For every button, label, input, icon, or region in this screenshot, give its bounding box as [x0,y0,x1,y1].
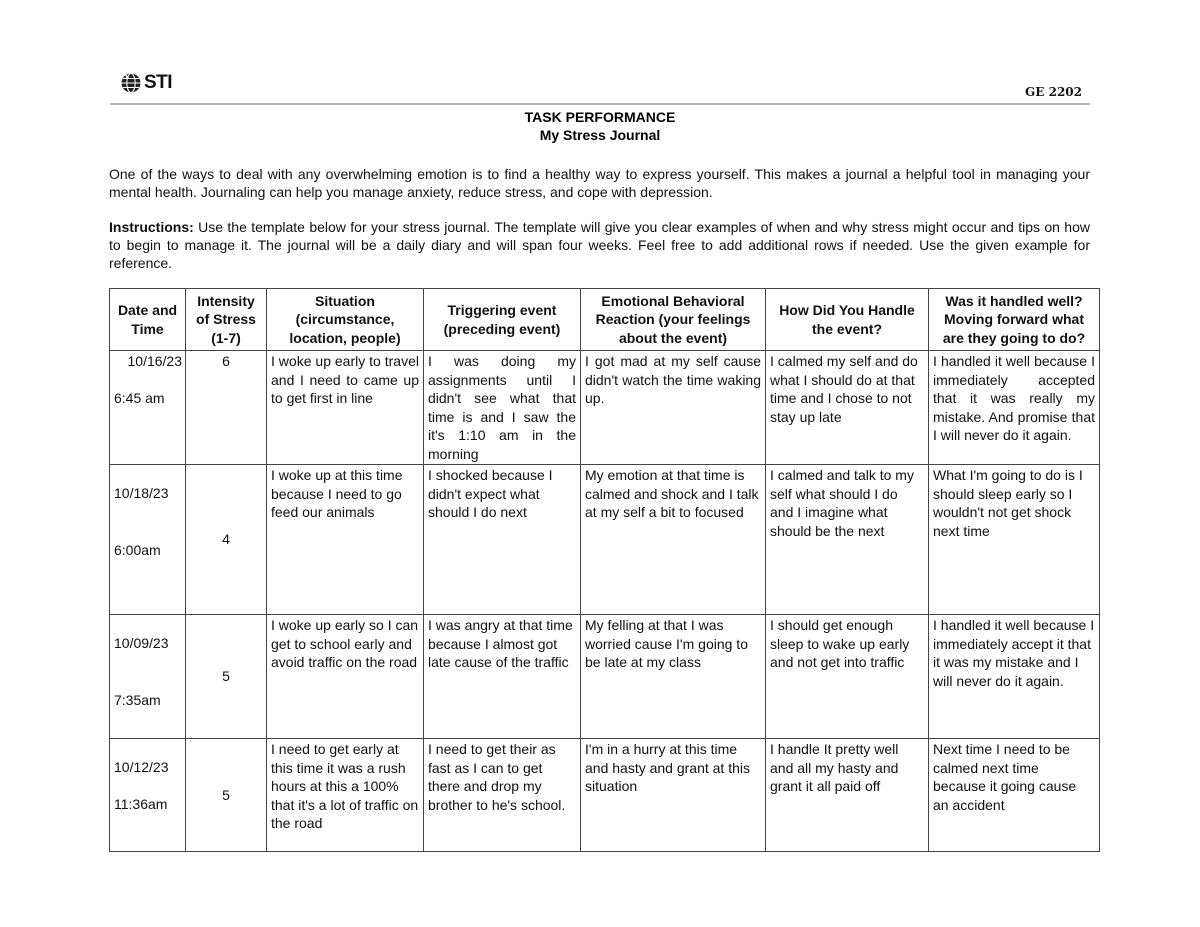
trigger-cell: I need to get their as fast as I can to get there and drop my brother to he's school. [424,739,581,852]
entry-time: 6:00am [114,541,161,558]
handled-cell: I calmed my self and do what I should do at that time and I chose to not stay up late [766,351,929,465]
situation-cell: I woke up at this time because I need to go feed our animals [267,465,424,615]
date-time-cell [110,465,186,615]
entry-date: 10/09/23 [114,635,169,651]
table-row [110,351,1100,465]
header-emotional-reaction: Emotional Behavioral Reaction (your feelings about the event) [581,289,766,351]
header-intensity: Intensity of Stress (1-7) [186,289,267,351]
entry-date: 10/16/23 [127,353,182,369]
course-code: GE 2202 [1025,85,1082,99]
reaction-cell: I got mad at my self cause didn't watch the time waking up. [581,351,766,465]
globe-icon [120,72,142,94]
entry-date: 10/12/23 [114,759,169,775]
header-triggering-event: Triggering event (preceding event) [424,289,581,351]
stress-journal-table [109,288,1100,852]
date-time-cell [110,739,186,852]
reaction-cell: My felling at that I was worried cause I'm going to be late at my class [581,615,766,739]
handled-cell: I handle It pretty well and all my hasty and grant it all paid off [766,739,929,852]
header-situation: Situation (circumstance, location, people) [267,289,424,351]
trigger-cell: I was angry at that time because I almost got late cause of the traffic [424,615,581,739]
document-title: TASK PERFORMANCE [524,109,676,125]
situation-cell: I need to get early at this time it was a rush hours at this a 100% that it's a lot of traffic on the road [267,739,424,852]
forward-cell: What I'm going to do is I should sleep early so I wouldn't not get shock next time [929,465,1100,615]
forward-cell: I handled it well because I immediately accept it that it was my mistake and I will never do it again. [929,615,1100,739]
intensity-cell: 6 [186,351,267,465]
forward-cell: Next time I need to be calmed next time because it going cause an accident [929,739,1100,852]
sti-logo [120,72,172,94]
intensity-cell: 4 [186,465,267,615]
entry-time: 7:35am [114,691,161,708]
trigger-cell: I shocked because I didn't expect what should I do next [424,465,581,615]
situation-cell: I woke up early so I can get to school early and avoid traffic on the road [267,615,424,739]
instructions-text: Use the template below for your stress journal. The template will give you clear examples of when and why stress might occur and tips on how to begin to manage it. The journal will be a daily diary and will span four weeks. Feel free to add additional rows if needed. Use the given example for reference. [109,219,1090,271]
intro-paragraph: One of the ways to deal with any overwhelming emotion is to find a healthy way to express yourself. This makes a journal a helpful tool in managing your mental health. Journaling can help you manage anxiety, reduce stress, and cope with depression. [109,166,1090,200]
trigger-cell: I was doing my assignments until I didn't see what that time is and I saw the it's 1:10 am in the morning [424,351,581,465]
logo-text: STI [144,72,173,93]
reaction-cell: I'm in a hurry at this time and hasty and grant at this situation [581,739,766,852]
entry-time: 6:45 am [114,389,165,406]
header-handled-well: Was it handled well? Moving forward what are they going to do? [929,289,1100,351]
situation-cell: I woke up early to travel and I need to came up to get first in line [267,351,424,465]
document-subtitle: My Stress Journal [539,127,661,143]
table-row [110,739,1100,852]
date-time-cell [110,615,186,739]
table-row [110,615,1100,739]
intensity-cell: 5 [186,739,267,852]
date-time-cell [110,351,186,465]
entry-time: 11:36am [114,795,168,812]
header-date-time: Date and Time [110,289,186,351]
table-header-row [110,289,1100,351]
instructions-paragraph [109,218,1090,272]
header-divider [110,103,1090,105]
header-how-handled: How Did You Handle the event? [766,289,929,351]
entry-date: 10/18/23 [114,485,169,501]
handled-cell: I calmed and talk to my self what should I do and I imagine what should be the next [766,465,929,615]
reaction-cell: My emotion at that time is calmed and shock and I talk at my self a bit to focused [581,465,766,615]
table-row [110,465,1100,615]
instructions-label: Instructions: [109,219,194,235]
handled-cell: I should get enough sleep to wake up early and not get into traffic [766,615,929,739]
forward-cell: I handled it well because I immediately accepted that it was really my mistake. And promise that I will never do it again. [929,351,1100,465]
intensity-cell: 5 [186,615,267,739]
